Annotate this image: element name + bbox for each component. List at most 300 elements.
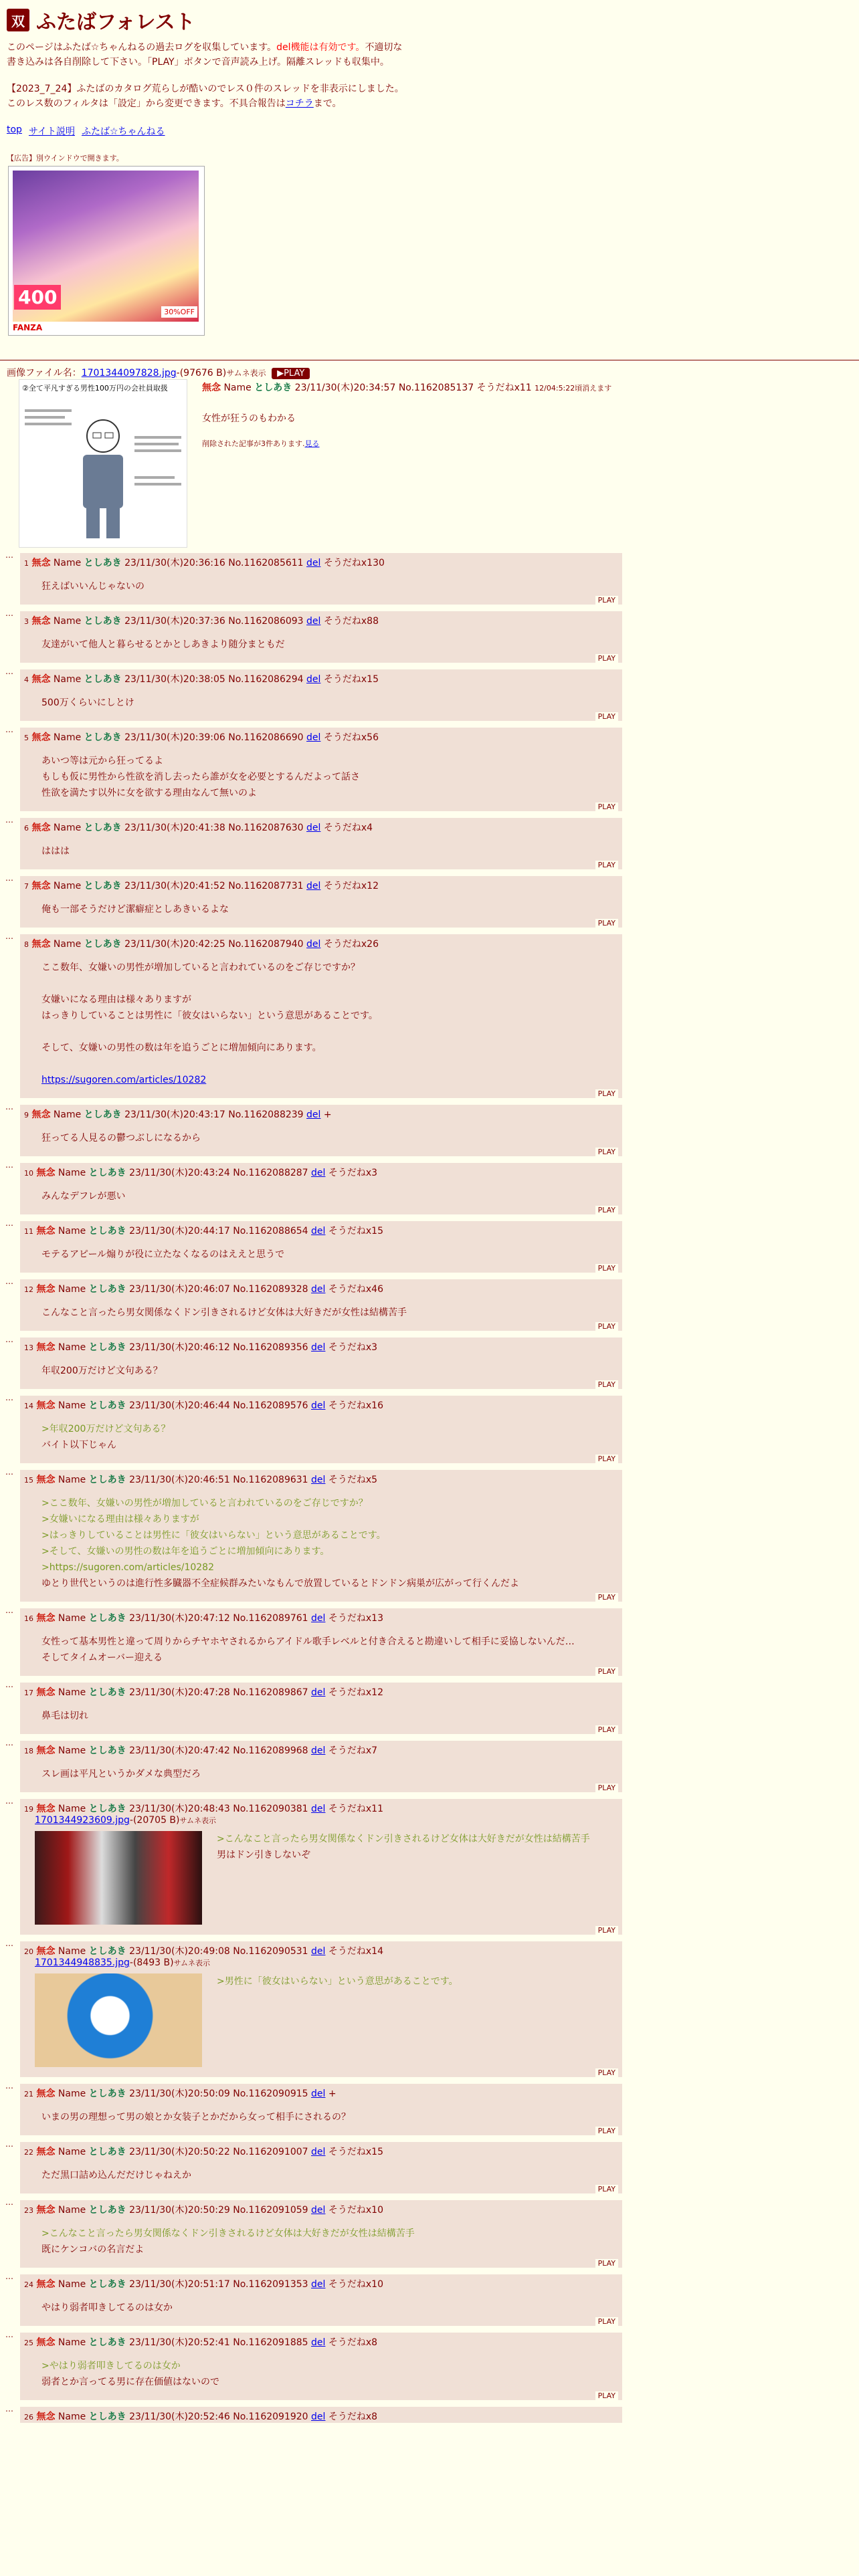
response-datetime: 23/11/30(木)20:48:43 xyxy=(129,1804,230,1814)
play-button[interactable]: PLAY xyxy=(595,1089,618,1098)
response-number[interactable]: No.1162091007 xyxy=(233,2147,308,2157)
response-header xyxy=(24,2335,618,2349)
notice2-text-2: まで。 xyxy=(313,98,342,109)
response-number[interactable]: No.1162088239 xyxy=(228,1109,304,1120)
quote-line: >https://sugoren.com/articles/10282 xyxy=(41,1562,214,1573)
play-button[interactable]: PLAY xyxy=(595,1725,618,1734)
del-link[interactable]: del xyxy=(311,1745,326,1756)
response-name: としあき xyxy=(88,1613,126,1624)
response-header xyxy=(24,879,618,892)
thread-dots: … xyxy=(5,2404,13,2413)
del-link[interactable]: del xyxy=(311,1613,326,1624)
response-body xyxy=(41,1363,618,1379)
response-line: そして、女嫌いの男性の数は年を追うごとに増加傾向にあります。 xyxy=(41,1043,322,1053)
response-index: 4 xyxy=(24,675,29,684)
response-post xyxy=(5,1102,622,1156)
response-number[interactable]: No.1162091885 xyxy=(233,2337,308,2348)
response-subject: 無念 xyxy=(31,1109,51,1120)
site-header xyxy=(0,0,859,336)
response-datetime: 23/11/30(木)20:49:08 xyxy=(129,1946,230,1957)
response-number[interactable]: No.1162089968 xyxy=(233,1745,308,1756)
response-line: スレ画は平凡というかダメな典型だろ xyxy=(41,1769,201,1780)
sodane-button[interactable]: そうだねx10 xyxy=(328,2205,383,2216)
response-line: 女嫌いになる理由は様々ありますが xyxy=(41,994,191,1005)
play-button[interactable]: PLAY xyxy=(595,2391,618,2400)
response-index: 3 xyxy=(24,617,29,626)
response-datetime: 23/11/30(木)20:51:17 xyxy=(129,2279,230,2290)
response-file-link[interactable]: 1701344923609.jpg xyxy=(35,1815,130,1826)
nav-top[interactable]: top xyxy=(7,124,22,135)
play-button[interactable]: PLAY xyxy=(595,1455,618,1463)
thread-dots: … xyxy=(5,725,13,734)
del-link[interactable]: del xyxy=(311,1400,326,1411)
response-body xyxy=(217,1973,458,2067)
thumb-toggle[interactable]: サムネ表示 xyxy=(226,368,266,378)
response-line: バイト以下じゃん xyxy=(41,1440,116,1451)
del-link[interactable]: del xyxy=(311,1475,326,1485)
play-button[interactable]: PLAY xyxy=(595,1264,618,1273)
response-line: ゆとり世代というのは進行性多臓器不全症候群みたいなもんで放置しているとドンドン病巣が広がって行くんだよ xyxy=(41,1578,519,1589)
response-name: としあき xyxy=(88,1284,126,1295)
del-link[interactable]: del xyxy=(311,1687,326,1698)
response-body xyxy=(41,2300,618,2316)
response-line: 狂えばいいんじゃないの xyxy=(41,581,145,592)
response-number[interactable]: No.1162086093 xyxy=(228,616,304,627)
play-row xyxy=(24,1784,618,1792)
sodane-button[interactable]: そうだねx4 xyxy=(323,823,373,833)
op-file-info: -(97676 B) xyxy=(176,368,227,379)
play-button[interactable]: PLAY xyxy=(595,654,618,663)
response-index: 6 xyxy=(24,824,29,833)
response-line: 500万くらいにしとけ xyxy=(41,697,134,708)
del-link[interactable]: del xyxy=(311,2337,326,2348)
del-link[interactable]: del xyxy=(311,2279,326,2290)
play-button[interactable]: PLAY xyxy=(595,861,618,869)
response-number[interactable]: No.1162087731 xyxy=(228,881,304,891)
del-link[interactable]: del xyxy=(311,1168,326,1178)
sodane-button[interactable]: そうだねx88 xyxy=(323,616,379,627)
play-button[interactable]: ▶PLAY xyxy=(272,368,310,379)
response-header xyxy=(24,1611,618,1624)
play-row xyxy=(24,1725,618,1734)
response-line: モテるアピール煽りが役に立たなくなるのはええと思うで xyxy=(41,1249,285,1260)
thread-dots: … xyxy=(5,1738,13,1747)
del-link[interactable]: del xyxy=(306,732,321,743)
response-body xyxy=(41,1247,618,1263)
play-button[interactable]: PLAY xyxy=(595,596,618,605)
del-link[interactable]: del xyxy=(311,2205,326,2216)
response-number[interactable]: No.1162090381 xyxy=(233,1804,308,1814)
play-row xyxy=(24,919,618,928)
response-name: としあき xyxy=(84,616,122,627)
response-name-label: Name xyxy=(58,1745,86,1756)
del-link[interactable]: del xyxy=(311,1946,326,1957)
response-body xyxy=(41,960,618,1088)
play-button[interactable]: PLAY xyxy=(595,2068,618,2077)
deleted-note-text: 削除された記事が3件あります. xyxy=(202,439,305,448)
response-index: 26 xyxy=(24,2413,33,2422)
response-header xyxy=(24,730,618,744)
sodane-button[interactable]: そうだねx15 xyxy=(328,1226,383,1237)
response-number[interactable]: No.1162090531 xyxy=(233,1946,308,1957)
sodane-button[interactable]: そうだねx3 xyxy=(328,1168,378,1178)
sodane-button[interactable]: そうだねx46 xyxy=(328,1284,383,1295)
quote-line: >やはり弱者叩きしてるのは女か xyxy=(41,2361,181,2371)
play-button[interactable]: PLAY xyxy=(595,2185,618,2193)
response-line: 鼻毛は切れ xyxy=(41,1711,88,1721)
response-datetime: 23/11/30(木)20:46:12 xyxy=(129,1342,230,1353)
response-subject: 無念 xyxy=(36,2147,56,2157)
quote-line: >こんなこと言ったら男女関係なくドン引きされるけど女体は大好きだが女性は結構苦手 xyxy=(41,2228,415,2239)
thread-dots: … xyxy=(5,815,13,825)
response-post xyxy=(5,2330,622,2400)
nav-futaba[interactable]: ふたば☆ちゃんねる xyxy=(81,126,165,137)
sodane-button[interactable]: そうだねx3 xyxy=(328,1342,378,1353)
play-button[interactable]: PLAY xyxy=(595,2317,618,2326)
response-name-label: Name xyxy=(58,1475,86,1485)
response-subject: 無念 xyxy=(36,2411,56,2422)
response-line: ははは xyxy=(41,846,70,857)
response-index: 17 xyxy=(24,1689,33,1697)
thumb-caption: ②全て平凡すぎる男性100万円の会社員取扱 xyxy=(22,384,168,393)
response-subject: 無念 xyxy=(36,1613,56,1624)
play-row xyxy=(24,1322,618,1331)
thread-dots: … xyxy=(5,1467,13,1477)
play-row xyxy=(24,1667,618,1676)
response-number[interactable]: No.1162089356 xyxy=(233,1342,308,1353)
play-row xyxy=(24,1264,618,1273)
sodane-button[interactable]: + xyxy=(323,1109,332,1120)
response-subject: 無念 xyxy=(31,616,51,627)
site-title[interactable]: ふたばフォレスト xyxy=(36,11,195,34)
sodane-button[interactable]: そうだねx14 xyxy=(328,1946,383,1957)
response-line: 男はドン引きしないぞ xyxy=(217,1850,310,1860)
response-index: 13 xyxy=(24,1344,33,1352)
play-button[interactable]: PLAY xyxy=(595,1148,618,1156)
response-line: 既にケンコバの名言だよ xyxy=(41,2244,145,2255)
response-file-info: -(8493 B) xyxy=(129,1957,174,1968)
del-link[interactable]: del xyxy=(311,1342,326,1353)
response-name: としあき xyxy=(88,1745,126,1756)
nav-about[interactable]: サイト説明 xyxy=(28,126,75,137)
sodane-button[interactable]: そうだねx12 xyxy=(323,881,379,891)
sodane-button[interactable]: そうだねx15 xyxy=(328,2147,383,2157)
sodane-button[interactable]: そうだねx8 xyxy=(328,2337,378,2348)
thread-dots: … xyxy=(5,1335,13,1344)
del-link[interactable]: del xyxy=(311,2088,326,2099)
response-line xyxy=(41,1056,618,1072)
thumb-toggle[interactable]: サムネ表示 xyxy=(179,1816,216,1825)
response-post xyxy=(5,1218,622,1273)
response-header xyxy=(24,2145,618,2158)
response-subject: 無念 xyxy=(36,1342,56,1353)
play-button[interactable]: PLAY xyxy=(595,1380,618,1389)
response-number[interactable]: No.1162089631 xyxy=(233,1475,308,1485)
response-subject: 無念 xyxy=(36,2279,56,2290)
response-name: としあき xyxy=(88,2279,126,2290)
notice-text-1: このページはふたば☆ちゃんねるの過去ログを収集しています。 xyxy=(7,42,277,53)
response-line: はっきりしていることは男性に「彼女はいらない」という意思があることです。 xyxy=(41,1010,378,1021)
response-subject: 無念 xyxy=(36,1168,56,1178)
del-link[interactable]: del xyxy=(311,1226,326,1237)
play-button[interactable]: PLAY xyxy=(595,712,618,721)
op-expiry: 12/04:5:22頃消えます xyxy=(535,384,612,393)
response-line: ここ数年、女嫌いの男性が増加していると言われているのをご存じですか？ xyxy=(41,962,360,973)
response-body xyxy=(41,843,618,859)
response-body xyxy=(41,1421,618,1453)
response-number[interactable]: No.1162085611 xyxy=(228,558,304,568)
response-post xyxy=(5,609,622,663)
response-datetime: 23/11/30(木)20:50:29 xyxy=(129,2205,230,2216)
response-header xyxy=(24,1224,618,1237)
sodane-button[interactable]: そうだねx7 xyxy=(328,1745,378,1756)
futaba-logo-icon[interactable]: 双 xyxy=(7,9,29,31)
play-button[interactable]: PLAY xyxy=(595,2259,618,2268)
play-row xyxy=(24,654,618,663)
response-post xyxy=(5,1738,622,1792)
gallery-thumbnail-icon[interactable] xyxy=(35,1831,202,1925)
del-link[interactable]: del xyxy=(306,616,321,627)
response-number[interactable]: No.1162089761 xyxy=(233,1613,308,1624)
response-header xyxy=(24,937,618,950)
thread-dots: … xyxy=(5,2272,13,2281)
image-row xyxy=(24,1828,618,1925)
play-row xyxy=(24,802,618,811)
play-button[interactable]: PLAY xyxy=(595,1206,618,1214)
response-name-label: Name xyxy=(58,1226,86,1237)
response-number[interactable]: No.1162088287 xyxy=(233,1168,308,1178)
response-index: 25 xyxy=(24,2339,33,2347)
thread-dots: … xyxy=(5,1393,13,1402)
del-link[interactable]: del xyxy=(311,2411,326,2422)
response-header xyxy=(24,2086,618,2100)
response-line xyxy=(41,1024,618,1040)
response-number[interactable]: No.1162086294 xyxy=(228,674,304,685)
response-datetime: 23/11/30(木)20:47:28 xyxy=(129,1687,230,1698)
response-subject: 無念 xyxy=(31,823,51,833)
response-number[interactable]: No.1162091353 xyxy=(233,2279,308,2290)
play-button[interactable]: PLAY xyxy=(595,1784,618,1792)
nav-links xyxy=(7,124,852,138)
thread-dots: … xyxy=(5,1680,13,1689)
thread-dots: … xyxy=(5,1102,13,1111)
play-button[interactable]: PLAY xyxy=(595,2127,618,2135)
response-name-label: Name xyxy=(58,1946,86,1957)
response-number[interactable]: No.1162087940 xyxy=(228,939,304,950)
notice xyxy=(7,40,408,70)
sodane-button[interactable]: そうだねx15 xyxy=(323,674,379,685)
response-datetime: 23/11/30(木)20:46:51 xyxy=(129,1475,230,1485)
response-index: 23 xyxy=(24,2206,33,2215)
response-post xyxy=(5,2197,622,2268)
response-name: としあき xyxy=(88,1475,126,1485)
response-subject: 無念 xyxy=(36,1687,56,1698)
response-index: 8 xyxy=(24,940,29,949)
response-number[interactable]: No.1162087630 xyxy=(228,823,304,833)
response-index: 22 xyxy=(24,2148,33,2157)
notice-red: del機能は有効です。 xyxy=(276,42,365,53)
sodane-button[interactable]: そうだねx13 xyxy=(328,1613,383,1624)
response-index: 15 xyxy=(24,1476,33,1485)
response-name: としあき xyxy=(88,1342,126,1353)
response-index: 5 xyxy=(24,734,29,742)
response-body xyxy=(41,1305,618,1321)
response-line: ただ黒口詰め込んだだけじゃねえか xyxy=(41,2170,191,2181)
response-name-label: Name xyxy=(53,616,82,627)
response-number[interactable]: No.1162090915 xyxy=(233,2088,308,2099)
ad-footer-logo: FANZA xyxy=(13,323,43,332)
response-name: としあき xyxy=(84,732,122,743)
play-row xyxy=(24,861,618,869)
sodane-button[interactable]: そうだねx8 xyxy=(328,2411,378,2422)
response-number[interactable]: No.1162091059 xyxy=(233,2205,308,2216)
response-post xyxy=(5,873,622,928)
response-number[interactable]: No.1162088654 xyxy=(233,1226,308,1237)
del-link[interactable]: del xyxy=(306,1109,321,1120)
response-name-label: Name xyxy=(58,2205,86,2216)
response-body xyxy=(41,901,618,918)
response-name-label: Name xyxy=(53,939,82,950)
response-number[interactable]: No.1162086690 xyxy=(228,732,304,743)
play-button[interactable]: PLAY xyxy=(595,919,618,928)
thread-dots: … xyxy=(5,609,13,618)
quote-line: >ここ数年、女嫌いの男性が増加していると言われているのをご存じですか？ xyxy=(41,1498,368,1509)
response-name-label: Name xyxy=(58,2279,86,2290)
response-number[interactable]: No.1162089576 xyxy=(233,1400,308,1411)
op-number[interactable]: No.1162085137 xyxy=(398,383,474,393)
response-name: としあき xyxy=(84,674,122,685)
response-line xyxy=(41,976,618,992)
response-post xyxy=(5,2404,622,2423)
play-button[interactable]: PLAY xyxy=(595,1926,618,1935)
response-subject: 無念 xyxy=(36,2337,56,2348)
response-datetime: 23/11/30(木)20:42:25 xyxy=(124,939,225,950)
response-header xyxy=(24,1398,618,1412)
sodane-button[interactable]: そうだねx56 xyxy=(323,732,379,743)
response-number[interactable]: No.1162089328 xyxy=(233,1284,308,1295)
del-link[interactable]: del xyxy=(306,939,321,950)
sodane-button[interactable]: そうだねx5 xyxy=(328,1475,378,1485)
thread-responses xyxy=(0,550,859,2423)
response-index: 10 xyxy=(24,1169,33,1178)
response-post-with-image xyxy=(5,1939,622,2077)
response-number[interactable]: No.1162091920 xyxy=(233,2411,308,2422)
notice2-text-1: 【2023_7_24】ふたばのカタログ荒らしが酷いのでレス０件のスレッドを非表示にしました。このレス数のフィルタは「設定」から変更できます。不具合報告は xyxy=(7,84,404,109)
op-thumbnail[interactable] xyxy=(19,379,187,548)
del-link[interactable]: del xyxy=(311,2147,326,2157)
quote-line: >そして、女嫌いの男性の数は年を追うごとに増加傾向にあります。 xyxy=(41,1546,330,1557)
file-label: 画像ファイル名： xyxy=(7,368,82,379)
play-button[interactable]: PLAY xyxy=(595,1667,618,1676)
response-subject: 無念 xyxy=(31,732,51,743)
notice-update xyxy=(7,82,408,111)
response-name-label: Name xyxy=(53,823,82,833)
del-link[interactable]: del xyxy=(306,881,321,891)
response-datetime: 23/11/30(木)20:43:24 xyxy=(129,1168,230,1178)
thread-dots: … xyxy=(5,2330,13,2339)
play-row xyxy=(24,1206,618,1214)
del-link[interactable]: del xyxy=(311,1284,326,1295)
response-name: としあき xyxy=(88,1168,126,1178)
notice-text-2: 不適切な書き込みは各自削除して下さい。「PLAY」ボタンで音声読み上げ。隔離スレッドも収集中。 xyxy=(7,42,403,68)
ad-banner[interactable] xyxy=(8,166,205,336)
op-file-link[interactable]: 1701344097828.jpg xyxy=(81,368,177,379)
sodane-button[interactable]: そうだねx26 xyxy=(323,939,379,950)
sodane-button[interactable]: そうだねx10 xyxy=(328,2279,383,2290)
response-name-label: Name xyxy=(53,674,82,685)
response-number[interactable]: No.1162089867 xyxy=(233,1687,308,1698)
del-link[interactable]: del xyxy=(306,558,321,568)
response-file-link[interactable]: 1701344948835.jpg xyxy=(35,1957,130,1968)
response-datetime: 23/11/30(木)20:44:17 xyxy=(129,1226,230,1237)
sodane-button[interactable]: そうだねx12 xyxy=(328,1687,383,1698)
play-button[interactable]: PLAY xyxy=(595,1322,618,1331)
response-post xyxy=(5,550,622,605)
thumb-toggle[interactable]: サムネ表示 xyxy=(173,1959,211,1967)
response-subject: 無念 xyxy=(36,2205,56,2216)
response-subject: 無念 xyxy=(36,1284,56,1295)
doraemon-thumbnail-icon[interactable] xyxy=(35,1973,202,2067)
response-post xyxy=(5,1393,622,1463)
sodane-button[interactable]: そうだねx130 xyxy=(323,558,385,568)
thread-dots: … xyxy=(5,2197,13,2207)
response-line: 年収200万だけど文句ある？ xyxy=(41,1366,163,1376)
sodane-button[interactable]: そうだねx11 xyxy=(328,1804,383,1814)
response-body xyxy=(41,2167,618,2183)
quote-line: >はっきりしていることは男性に「彼女はいらない」という意思があることです。 xyxy=(41,1530,386,1541)
response-name: としあき xyxy=(88,2088,126,2099)
response-name: としあき xyxy=(88,1804,126,1814)
deleted-show-link[interactable]: 見る xyxy=(304,439,320,448)
thread-dots: … xyxy=(5,2081,13,2090)
del-link[interactable]: del xyxy=(311,1804,326,1814)
response-datetime: 23/11/30(木)20:38:05 xyxy=(124,674,225,685)
op-filebar xyxy=(7,366,859,379)
play-button[interactable]: PLAY xyxy=(595,1593,618,1602)
response-body xyxy=(41,637,618,653)
response-name: としあき xyxy=(88,2147,126,2157)
del-link[interactable]: del xyxy=(306,674,321,685)
response-post-with-image xyxy=(5,1796,622,1935)
del-link[interactable]: del xyxy=(306,823,321,833)
response-name-label: Name xyxy=(58,1400,86,1411)
report-link[interactable]: コチラ xyxy=(285,98,314,109)
response-line: やはり弱者叩きしてるのは女か xyxy=(41,2302,173,2313)
response-header xyxy=(24,2409,618,2423)
op-sodane[interactable]: そうだねx11 xyxy=(476,383,532,393)
op-text: 女性が狂うのもわかる xyxy=(202,413,296,424)
response-subject: 無念 xyxy=(36,1475,56,1485)
response-datetime: 23/11/30(木)20:52:46 xyxy=(129,2411,230,2422)
response-link[interactable]: https://sugoren.com/articles/10282 xyxy=(41,1075,207,1085)
quote-line: >こんなこと言ったら男女関係なくドン引きされるけど女体は大好きだが女性は結構苦手 xyxy=(217,1834,590,1844)
response-index: 1 xyxy=(24,559,29,568)
response-file-info: -(20705 B) xyxy=(129,1815,180,1826)
response-header xyxy=(24,1282,618,1295)
sodane-button[interactable]: + xyxy=(328,2088,337,2099)
play-button[interactable]: PLAY xyxy=(595,802,618,811)
response-header xyxy=(24,1802,618,1815)
response-datetime: 23/11/30(木)20:50:22 xyxy=(129,2147,230,2157)
sodane-button[interactable]: そうだねx16 xyxy=(328,1400,383,1411)
thread-dots: … xyxy=(5,1796,13,1806)
play-row xyxy=(24,2068,618,2077)
response-datetime: 23/11/30(木)20:46:07 xyxy=(129,1284,230,1295)
quote-line: >年収200万だけど文句ある？ xyxy=(41,1424,171,1434)
play-row xyxy=(24,2259,618,2268)
response-subject: 無念 xyxy=(36,2088,56,2099)
op-body xyxy=(202,379,859,449)
